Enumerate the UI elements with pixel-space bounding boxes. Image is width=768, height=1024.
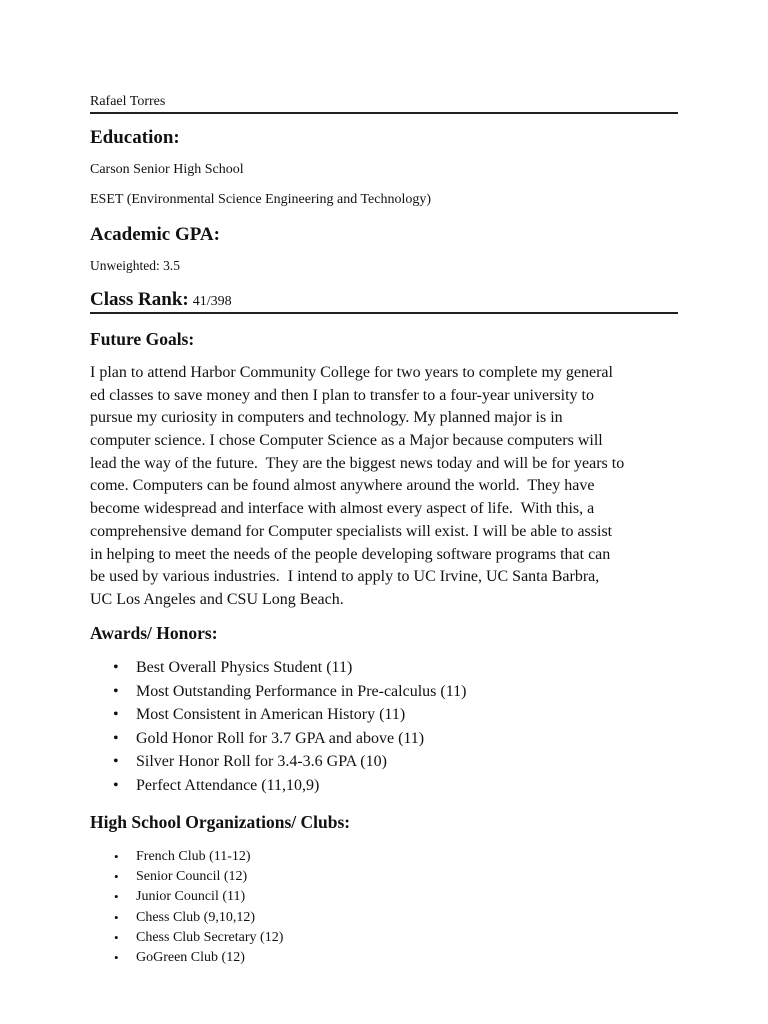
bullet-icon: • xyxy=(114,929,119,945)
paragraph-line: UC Los Angeles and CSU Long Beach. xyxy=(90,590,344,608)
rank-divider xyxy=(90,312,678,314)
awards-heading: Awards/ Honors: xyxy=(90,623,218,643)
bullet-icon: • xyxy=(113,659,119,676)
club-text: French Club (11-12) xyxy=(136,849,251,864)
list-item xyxy=(0,774,466,798)
header-divider xyxy=(90,112,678,114)
paragraph-line: comprehensive demand for Computer specialists will exist. I will be able to assist xyxy=(90,522,613,540)
list-item xyxy=(0,750,466,774)
club-text: Senior Council (12) xyxy=(136,869,248,885)
bullet-icon: • xyxy=(114,869,119,885)
paragraph-line: become widespread and interface with almost every aspect of life. With this, a xyxy=(90,500,595,518)
bullet-icon: • xyxy=(113,729,119,747)
list-item xyxy=(0,887,283,907)
paragraph-line: computer science. I chose Computer Science as a Major because computers will xyxy=(90,432,603,450)
bullet-icon: • xyxy=(114,849,119,864)
award-text: Best Overall Physics Student (11) xyxy=(136,659,353,676)
paragraph-line: come. Computers can be found almost anywhere around the world. They have xyxy=(90,477,595,495)
list-item xyxy=(0,928,283,948)
clubs-list xyxy=(0,847,283,968)
education-program: ESET (Environmental Science Engineering and Technology) xyxy=(90,192,432,207)
list-item xyxy=(0,908,283,928)
gpa-heading: Academic GPA: xyxy=(90,224,220,245)
bullet-icon: • xyxy=(113,753,119,771)
club-text: Junior Council (11) xyxy=(136,889,246,905)
paragraph-line: ed classes to save money and then I plan to transfer to a four-year university to xyxy=(90,386,594,404)
award-text: Silver Honor Roll for 3.4-3.6 GPA (10) xyxy=(136,753,387,771)
bullet-icon: • xyxy=(114,889,119,905)
future-goals-paragraph xyxy=(90,362,690,612)
award-text: Most Outstanding Performance in Pre-calculus (11) xyxy=(136,682,467,700)
club-text: Chess Club Secretary (12) xyxy=(136,929,284,945)
bullet-icon: • xyxy=(114,950,119,966)
bullet-icon: • xyxy=(113,706,119,724)
list-item xyxy=(0,847,283,867)
education-heading: Education: xyxy=(90,127,180,148)
future-goals-heading: Future Goals: xyxy=(90,329,195,349)
award-text: Gold Honor Roll for 3.7 GPA and above (11) xyxy=(136,729,425,747)
class-rank-value: 41/398 xyxy=(192,294,232,309)
education-school: Carson Senior High School xyxy=(90,162,244,177)
class-rank-heading: Class Rank: xyxy=(90,289,189,310)
award-text: Most Consistent in American History (11) xyxy=(136,706,406,724)
list-item xyxy=(0,680,466,704)
class-rank-row xyxy=(90,289,232,311)
bullet-icon: • xyxy=(114,909,119,925)
bullet-icon: • xyxy=(113,682,119,700)
paragraph-line: pursue my curiosity in computers and technology. My planned major is in xyxy=(90,409,563,427)
club-text: Chess Club (9,10,12) xyxy=(136,909,255,925)
student-name: Rafael Torres xyxy=(90,94,166,109)
clubs-heading: High School Organizations/ Clubs: xyxy=(90,812,351,832)
bullet-icon: • xyxy=(113,776,119,794)
paragraph-line: lead the way of the future. They are the biggest news today and will be for years to xyxy=(90,454,625,472)
awards-list xyxy=(0,656,466,798)
paragraph-line: I plan to attend Harbor Community College for two years to complete my general xyxy=(90,364,613,381)
paragraph-line: be used by various industries. I intend to apply to UC Irvine, UC Santa Barbra, xyxy=(90,568,600,586)
club-text: GoGreen Club (12) xyxy=(136,950,245,966)
paragraph-line: in helping to meet the needs of the people developing software programs that can xyxy=(90,545,611,563)
award-text: Perfect Attendance (11,10,9) xyxy=(136,776,320,794)
list-item xyxy=(0,948,283,968)
list-item xyxy=(0,867,283,887)
list-item xyxy=(0,656,466,680)
list-item xyxy=(0,703,466,727)
gpa-value: Unweighted: 3.5 xyxy=(90,258,180,273)
list-item xyxy=(0,727,466,751)
